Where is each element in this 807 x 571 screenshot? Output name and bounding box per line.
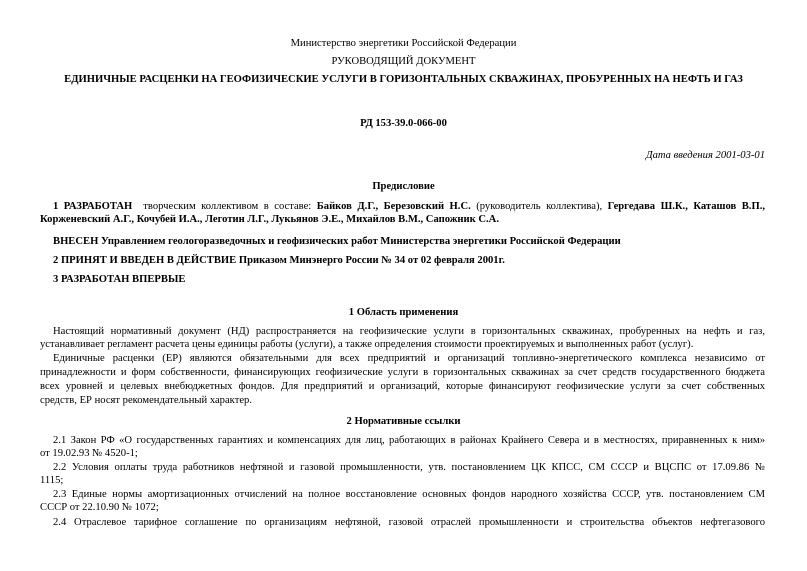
section-1-p2-line-4: средств, ЕР носят рекомендательный характер. bbox=[40, 395, 252, 406]
document-title: ЕДИНИЧНЫЕ РАСЦЕНКИ НА ГЕОФИЗИЧЕСКИЕ УСЛУГИ В ГОРИЗОНТАЛЬНЫХ СКВАЖИНАХ, ПРОБУРЕННЫХ НА НЕФТЬ И ГАЗ bbox=[64, 74, 743, 85]
section-1-p2-line-2: принадлежности и форм собственности, финансирующих геофизические услуги в горизонтальных скважинах за счет средств государственного бюджета bbox=[40, 367, 765, 378]
reference-2-3-line-1: 2.3 Единые нормы амортизационных отчислений на полное восстановление основных фондов народного хозяйства СССР, утв. постановлением СМ bbox=[53, 489, 765, 500]
author-role-note: (руководитель коллектива), bbox=[476, 201, 603, 212]
reference-2-3-line-2: СССР от 22.10.90 № 1072; bbox=[40, 502, 159, 513]
preface-item-1-line-1 bbox=[53, 200, 765, 213]
document-type: РУКОВОДЯЩИЙ ДОКУМЕНТ bbox=[331, 56, 476, 67]
ministry-name: Министерство энергетики Российской Федерации bbox=[290, 38, 517, 49]
reference-2-1-line-2: от 19.02.93 № 4520-1; bbox=[40, 448, 138, 459]
section-2-heading: 2 Нормативные ссылки bbox=[346, 416, 461, 427]
section-1-heading: 1 Область применения bbox=[348, 307, 459, 318]
section-1-p2-line-3: всех уровней и целевых внебюджетных фондов. Для предприятий и организаций, которые финансируют геофизические услуги за счет собственных bbox=[40, 381, 765, 392]
section-1-p1-line-1: Настоящий нормативный документ (НД) распространяется на геофизические услуги в горизонтальных скважинах, пробуренных на нефть и газ, bbox=[53, 326, 765, 337]
introduction-date: Дата введения 2001-03-01 bbox=[645, 150, 765, 161]
preface-item-2: 2 ПРИНЯТ И ВВЕДЕН В ДЕЙСТВИЕ Приказом Минэнерго России № 34 от 02 февраля 2001г. bbox=[53, 255, 505, 266]
reference-2-2-line-2: 1115; bbox=[40, 475, 64, 486]
section-1-p2-line-1: Единичные расценки (ЕР) являются обязательными для всех предприятий и организаций топливно-энергетического комплекса независимо от bbox=[53, 353, 765, 364]
authors-group-1: Гергедава Ш.К., Каташов В.П., bbox=[607, 201, 765, 212]
preface-item-1-line-2: Корженевский А.Г., Кочубей И.А., Леготин Л.Г., Лукьянов Э.Е., Михайлов В.М., Сапожник С.А. bbox=[40, 214, 499, 225]
author-berezovsky: , Березовский Н.С. bbox=[375, 201, 471, 212]
preface-item-1-label: 1 РАЗРАБОТАН bbox=[53, 201, 133, 212]
document-code: РД 153-39.0-066-00 bbox=[360, 118, 447, 129]
section-1-p1-line-2: устанавливает регламент расчета цены единицы работы (услуги), а также определения стоимости проектируемых и выполненных работ (услуг). bbox=[40, 339, 694, 350]
reference-2-4-line-1: 2.4 Отраслевое тарифное соглашение по организациям нефтяной, газовой отраслей промышленности и строительства объектов нефтегазового bbox=[53, 517, 765, 528]
preface-item-3: 3 РАЗРАБОТАН ВПЕРВЫЕ bbox=[53, 274, 186, 285]
preface-heading: Предисловие bbox=[372, 181, 435, 192]
preface-introduced: ВНЕСЕН Управлением геологоразведочных и геофизических работ Министерства энергетики Российской Федерации bbox=[53, 236, 621, 247]
author-baykov: Байков Д.Г. bbox=[316, 201, 376, 212]
reference-2-1-line-1: 2.1 Закон РФ «О государственных гарантиях и компенсациях для лиц, работающих в районах Крайнего Севера и в местностях, приравненных к ним» bbox=[53, 435, 765, 446]
reference-2-2-line-1: 2.2 Условия оплаты труда работников нефтяной и газовой промышленности, утв. постановлением ЦК КПСС, СМ СССР и ВЦСПС от 17.09.86 № bbox=[53, 462, 765, 473]
preface-item-1-text: творческим коллективом в составе: bbox=[143, 201, 312, 212]
